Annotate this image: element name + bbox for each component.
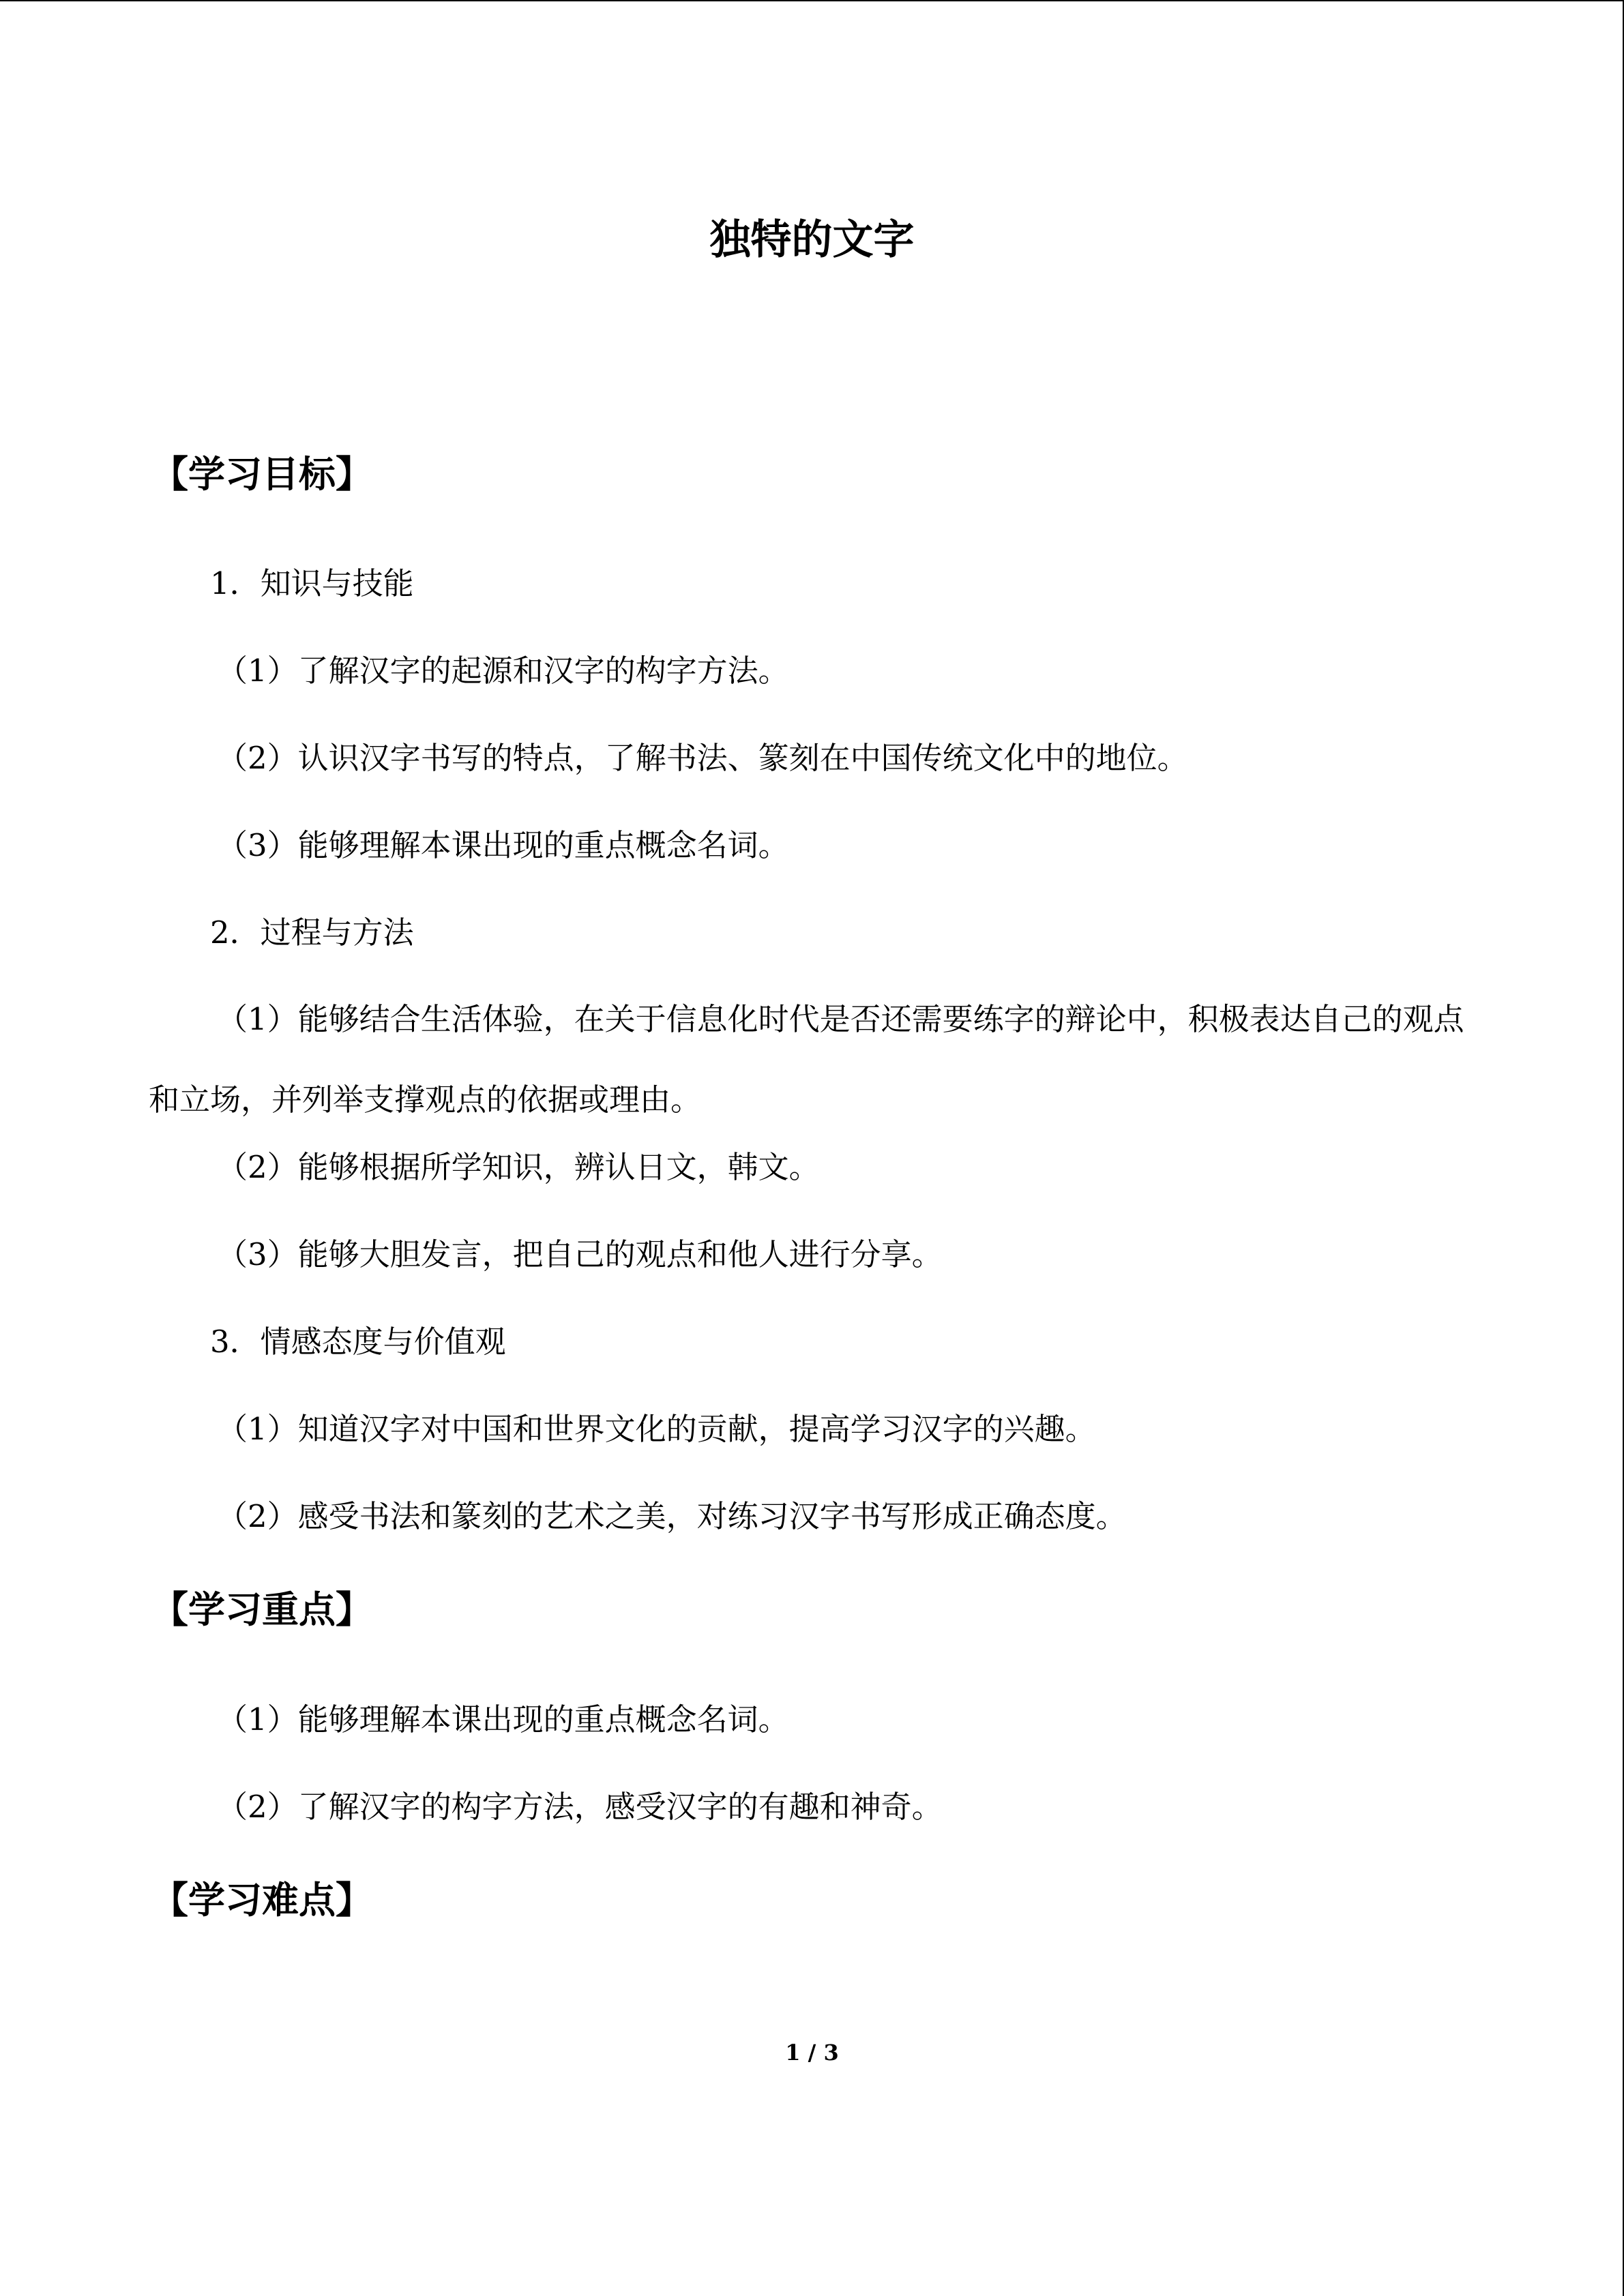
heading-learning-objectives: 【学习目标】 — [151, 453, 372, 496]
heading-difficulties: 【学习难点】 — [151, 1879, 372, 1922]
key-points-item-2: （2）了解汉字的构字方法，感受汉字的有趣和神奇。 — [217, 1789, 943, 1825]
objectives-process-item-1: （1）能够结合生活体验，在关于信息化时代是否还需要练字的辩论中，积极表达自己的观点和立场，并列举支撑观点的依据或理由。 — [149, 1001, 1464, 1118]
heading-key-points: 【学习重点】 — [151, 1588, 372, 1631]
objectives-knowledge-item-2: （2）认识汉字书写的特点，了解书法、篆刻在中国传统文化中的地位。 — [217, 740, 1188, 776]
objectives-attitude-item-1: （1）知道汉字对中国和世界文化的贡献，提高学习汉字的兴趣。 — [217, 1411, 1096, 1447]
objectives-knowledge-item-1: （1）了解汉字的起源和汉字的构字方法。 — [217, 653, 789, 689]
key-points-item-1: （1）能够理解本课出现的重点概念名词。 — [217, 1701, 789, 1738]
objectives-knowledge-item-3: （3）能够理解本课出现的重点概念名词。 — [217, 827, 789, 863]
objectives-attitude-item-2: （2）感受书法和篆刻的艺术之美，对练习汉字书写形成正确态度。 — [217, 1498, 1127, 1534]
document-title: 独特的文字 — [709, 216, 915, 264]
objectives-group-attitude-label: 3．情感态度与价值观 — [210, 1324, 506, 1360]
objectives-process-item-2: （2）能够根据所学知识，辨认日文，韩文。 — [217, 1149, 820, 1185]
page-number: 1 / 3 — [785, 2040, 839, 2066]
objectives-group-process-label: 2．过程与方法 — [210, 914, 414, 951]
objectives-group-knowledge-label: 1．知识与技能 — [210, 565, 414, 601]
objectives-process-item-3: （3）能够大胆发言，把自己的观点和他人进行分享。 — [217, 1236, 943, 1272]
